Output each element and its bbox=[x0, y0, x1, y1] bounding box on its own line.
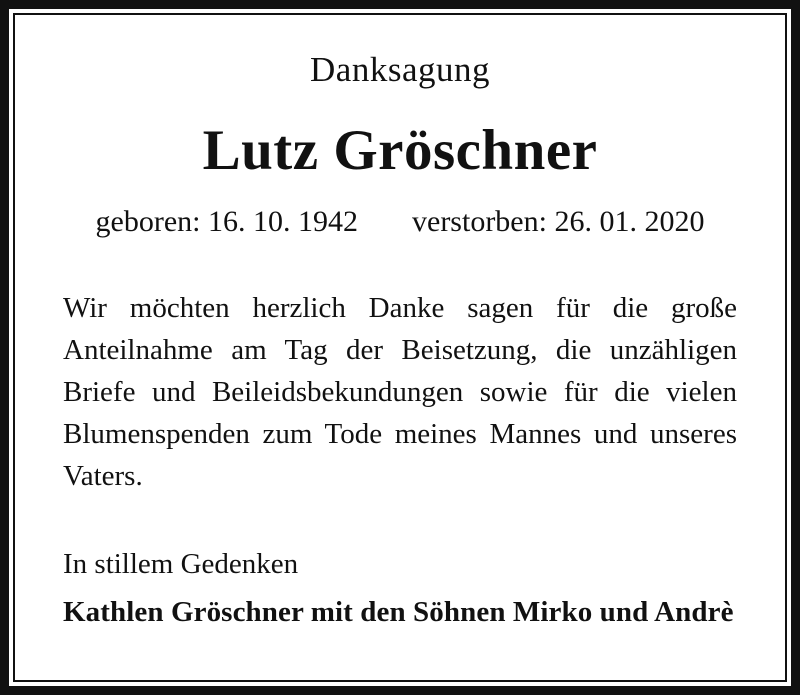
death-label: verstorben: bbox=[412, 205, 547, 239]
notice-inner-frame bbox=[13, 13, 787, 682]
deceased-name: Lutz Gröschner bbox=[202, 118, 598, 182]
birth-date: 16. 10. 1942 bbox=[208, 205, 358, 239]
death-date-group bbox=[412, 205, 704, 239]
birth-label: geboren: bbox=[95, 205, 201, 239]
notice-body-text: Wir möchten herzlich Danke sagen für die große Anteilnahme am Tag der Beisetzung, die unzähligen Briefe und Beileidsbekundungen sowie für die vielen Blumenspenden zum Tode meines Mannes und unseres Vaters. bbox=[63, 292, 737, 493]
notice-heading: Danksagung bbox=[310, 50, 490, 89]
notice-closing bbox=[63, 543, 737, 633]
closing-line: In stillem Gedenken bbox=[63, 548, 299, 581]
life-dates bbox=[63, 205, 737, 239]
birth-date-group bbox=[96, 205, 358, 239]
death-date: 26. 01. 2020 bbox=[554, 205, 705, 239]
family-signature: Kathlen Gröschner mit den Söhnen Mirko und Andrè bbox=[63, 596, 734, 629]
